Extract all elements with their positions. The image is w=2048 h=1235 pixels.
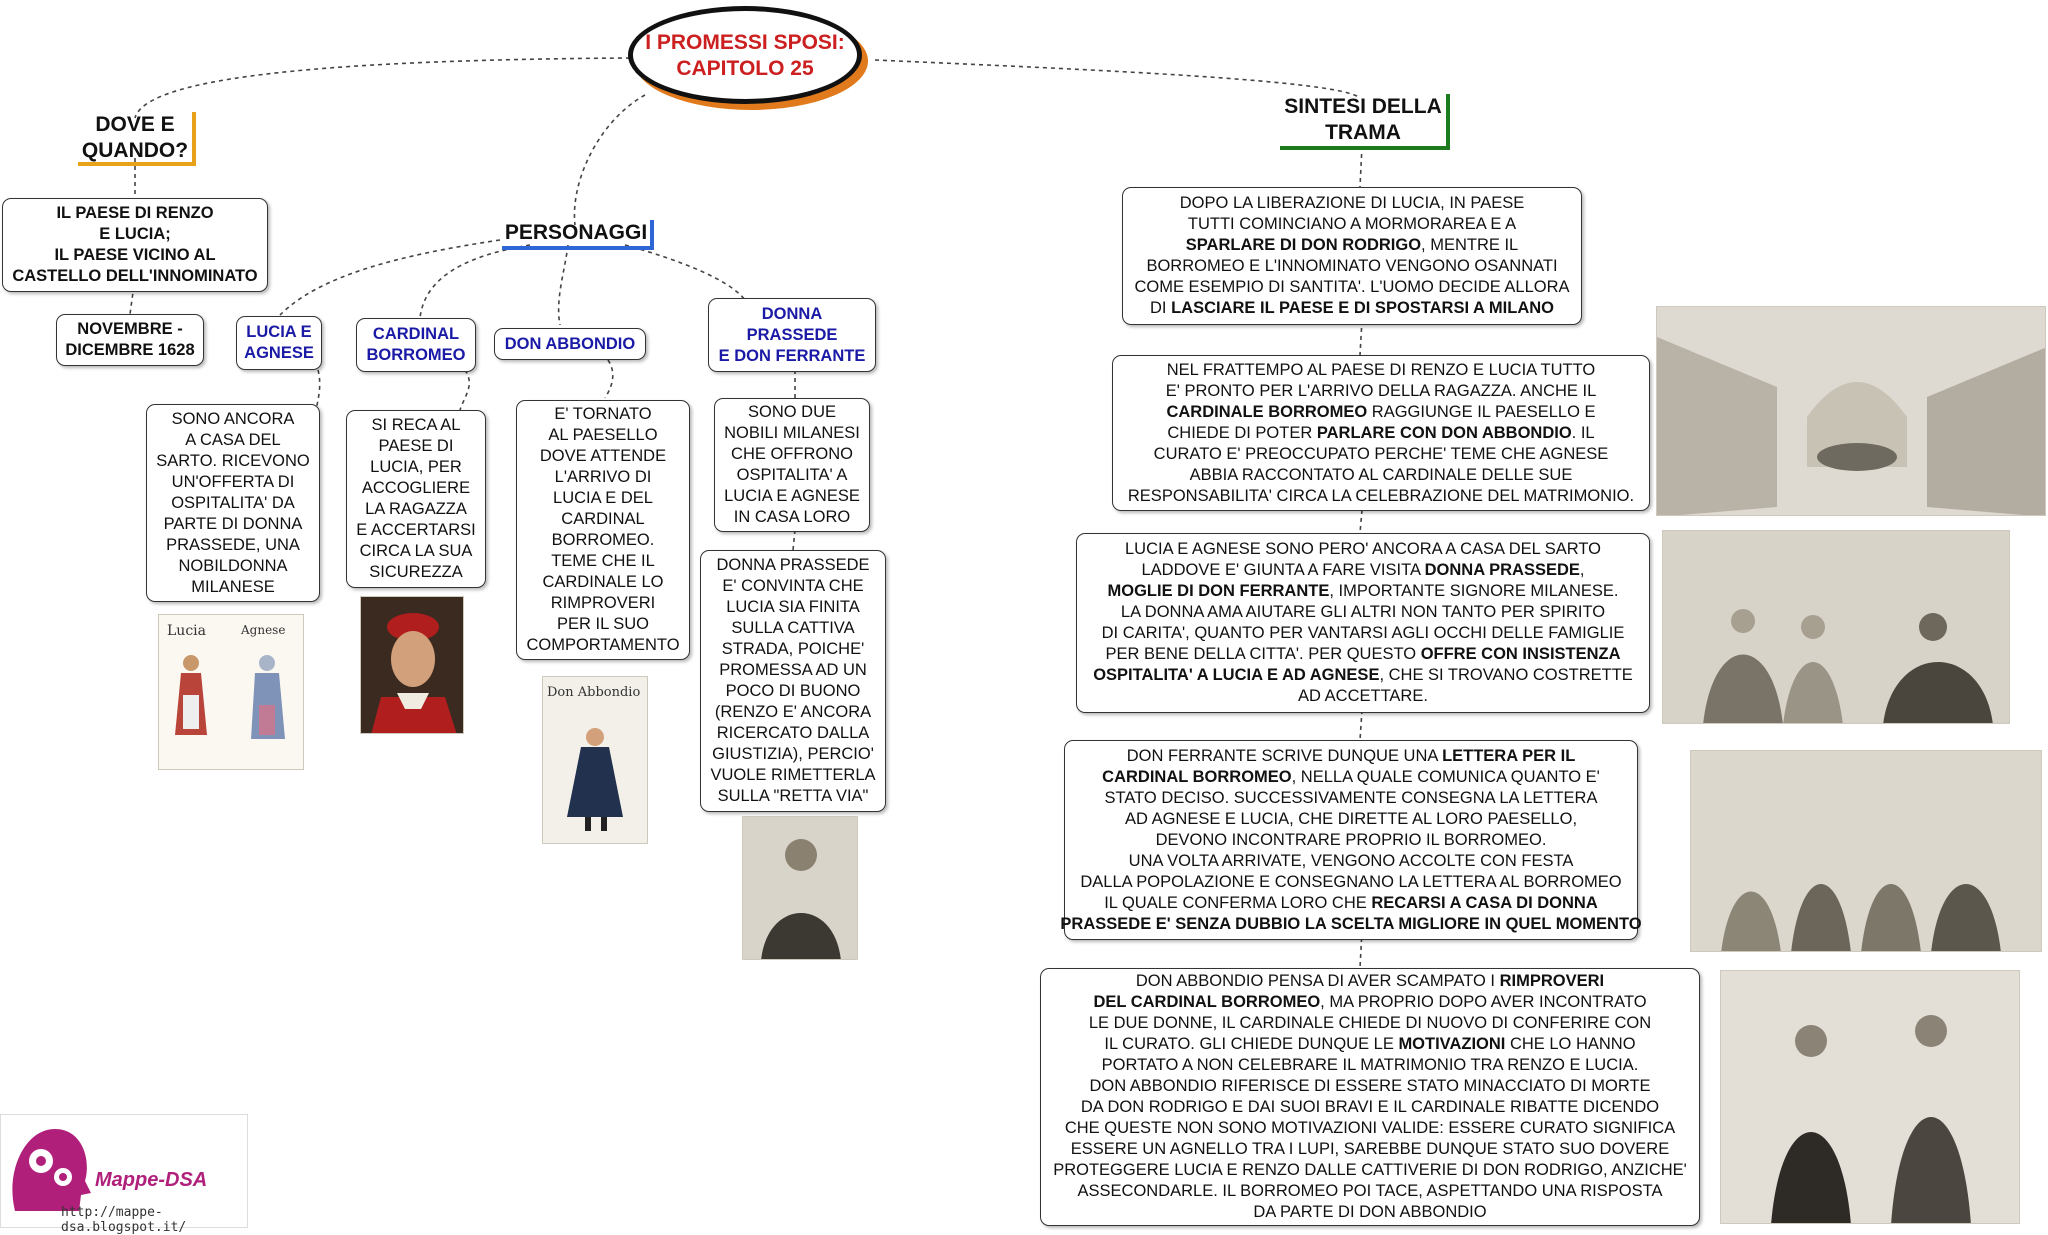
desc-line: ACCOGLIERE (361, 479, 471, 497)
trama-line (1093, 665, 1633, 686)
trama-line (1128, 486, 1634, 507)
desc-line: MILANESE (191, 577, 275, 596)
trama-bold-text: RIMPROVERI (1499, 972, 1605, 990)
trama-line (1081, 1097, 1659, 1118)
trama-bold-text: SPARLARE DI DON RODRIGO (1185, 236, 1422, 254)
prassede-desc-box-1 (714, 398, 870, 532)
donna-prassede-figure (743, 817, 858, 960)
character-name-line: CARDINAL (372, 325, 460, 343)
trama-line (1136, 971, 1604, 992)
lucia-caption: Lucia (167, 623, 206, 639)
festa-engraving (1690, 750, 2042, 952)
desc-line: DONNA PRASSEDE (716, 556, 870, 574)
trama-text: UNA VOLTA ARRIVATE, VENGONO ACCOLTE CON FESTA (1128, 851, 1574, 870)
trama-bold-text: CARDINAL BORROMEO (1102, 767, 1292, 786)
trama-line (1150, 298, 1554, 319)
logo-url[interactable]: http://mappe-dsa.blogspot.it/ (61, 1205, 187, 1235)
trama-line (1298, 686, 1428, 707)
trama-line (1190, 465, 1573, 486)
trama-box (1122, 187, 1582, 325)
desc-line: DOVE ATTENDE (539, 447, 667, 465)
branch-dove-quando (78, 112, 196, 166)
desc-line: E ACCERTARSI (356, 521, 476, 539)
trama-line (1102, 1055, 1639, 1076)
trama-line (1125, 809, 1577, 830)
trama-text: COME ESEMPIO DI SANTITA'. L'UOMO DECIDE ALLORA (1134, 278, 1570, 296)
mappe-dsa-logo[interactable] (0, 1114, 248, 1235)
trama-line (1253, 1202, 1486, 1223)
desc-line: IN CASA LORO (733, 508, 851, 526)
luogo-line: IL PAESE VICINO AL (54, 246, 216, 264)
trama-line (1129, 851, 1574, 872)
trama-box (1060, 740, 1642, 940)
central-title-line2: CAPITOLO 25 (676, 57, 814, 80)
trama-text: DEVONO INCONTRARE PROPRIO IL BORROMEO. (1155, 830, 1547, 849)
trama-text: ABBIA RACCONTATO AL CARDINALE DELLE SUE (1189, 465, 1573, 484)
trama-line (1105, 788, 1598, 809)
branch-dove-line2: QUANDO? (81, 139, 189, 162)
trama-bold-text: OFFRE CON INSISTENZA (1420, 645, 1621, 663)
trama-text: STATO DECISO. SUCCESSIVAMENTE CONSEGNA LA LETTERA (1104, 788, 1598, 807)
trama-line (1108, 581, 1619, 602)
trama-text: DA PARTE DI DON ABBONDIO (1253, 1203, 1487, 1221)
trama-text: PROTEGGERE LUCIA E RENZO DALLE CATTIVERIE DI DON RODRIGO, ANZICHE' (1053, 1161, 1687, 1179)
character-name-line: DON ABBONDIO (504, 334, 636, 353)
desc-line: COMPORTAMENTO (526, 636, 680, 654)
desc-line: STRADA, POICHE' (721, 640, 865, 658)
desc-line: CIRCA LA SUA (359, 542, 473, 560)
trama-line (1186, 235, 1518, 256)
trama-box (1076, 533, 1650, 713)
branch-sintesi-line1: SINTESI DELLA (1284, 95, 1442, 118)
tempo-line: DICEMBRE 1628 (65, 341, 195, 359)
desc-line: CHE OFFRONO (731, 445, 853, 463)
character-name-line: PRASSEDE (746, 325, 838, 344)
don-abbondio-illustration (542, 676, 648, 844)
trama-text: DA DON RODRIGO E DAI SUOI BRAVI E IL CARDINALE RIBATTE DICENDO (1080, 1098, 1660, 1116)
character-name-line: DONNA (761, 304, 823, 323)
trama-line (1104, 1034, 1635, 1055)
trama-line (1065, 1118, 1675, 1139)
trama-text: DI (1150, 299, 1172, 317)
trama-text: DI CARITA', QUANTO PER VANTARSI AGLI OCCHI DELLE FAMIGLIE (1101, 624, 1625, 642)
lucia-agnese-figures (159, 615, 304, 770)
lucia-agnese-illustration (158, 614, 304, 770)
desc-line: NOBILI MILANESI (724, 424, 860, 442)
logo-name: Mappe-DSA (95, 1169, 208, 1191)
desc-line: SULLA CATTIVA (731, 619, 855, 637)
abbondio-borromeo-engraving (1720, 970, 2020, 1224)
trama-text: PER BENE DELLA CITTA'. PER QUESTO (1105, 645, 1421, 663)
trama-line (1146, 256, 1557, 277)
trama-text: DON ABBONDIO RIFERISCE DI ESSERE STATO MINACCIATO DI MORTE (1089, 1077, 1651, 1095)
trama-text: , NELLA QUALE COMUNICA QUANTO E' (1291, 767, 1600, 786)
desc-line: OSPITALITA' DA (171, 493, 295, 512)
trama-line (1166, 402, 1595, 423)
desc-line: (RENZO E' ANCORA (714, 703, 872, 721)
prassede-visit-scene (1663, 531, 2010, 724)
tempo-box (56, 314, 204, 366)
central-topic (628, 6, 872, 112)
trama-line (1104, 893, 1598, 914)
trama-line (1188, 214, 1516, 235)
trama-text: LE DUE DONNE, IL CARDINALE CHIEDE DI NUOVO DI CONFERIRE CON (1088, 1014, 1652, 1032)
desc-line: SULLA "RETTA VIA" (717, 787, 869, 805)
luogo-box (2, 198, 268, 292)
trama-text: , (1579, 561, 1585, 579)
desc-line: BORROMEO. (551, 531, 655, 549)
trama-line (1154, 444, 1609, 465)
trama-bold-text: MOGLIE DI DON FERRANTE (1107, 582, 1330, 600)
trama-line (1127, 746, 1576, 767)
trama-text: DALLA POPOLAZIONE E CONSEGNANO LA LETTERA AL BORROMEO (1080, 872, 1622, 891)
trama-text: DON FERRANTE SCRIVE DUNQUE UNA (1126, 746, 1443, 765)
village-street-engraving (1656, 306, 2046, 516)
desc-line: SONO DUE (747, 403, 836, 421)
central-title-line1: I PROMESSI SPOSI: (645, 31, 845, 54)
trama-bold-text: RECARSI A CASA DI DONNA (1371, 893, 1598, 912)
desc-line: LUCIA SIA FINITA (726, 598, 860, 616)
desc-line: CARDINAL (561, 510, 645, 528)
character-lucia-agnese (236, 316, 322, 370)
trama-text: LA DONNA AMA AIUTARE GLI ALTRI NON TANTO PER SPIRITO (1120, 603, 1606, 621)
desc-line: PAESE DI (378, 437, 454, 455)
trama-text: ESSERE UN AGNELLO TRA I LUPI, SAREBBE DUNQUE STATO SUO DOVERE (1070, 1140, 1670, 1158)
trama-line (1093, 992, 1646, 1013)
abbondio-borromeo-scene (1721, 971, 2020, 1224)
trama-text: NEL FRATTEMPO AL PAESE DI RENZO E LUCIA TUTTO (1166, 360, 1596, 379)
village-street-scene (1657, 307, 2046, 516)
abbondio-desc-box (516, 400, 690, 660)
desc-line: LUCIA E AGNESE (724, 487, 860, 505)
trama-text: , IMPORTANTE SIGNORE MILANESE. (1329, 582, 1619, 600)
trama-line (1102, 623, 1625, 644)
branch-sintesi (1280, 94, 1450, 150)
desc-line: UN'OFFERTA DI (171, 472, 295, 491)
don-abbondio-figure (543, 677, 648, 844)
desc-line: CARDINALE LO (542, 573, 664, 591)
trama-text: DOPO LA LIBERAZIONE DI LUCIA, IN PAESE (1179, 194, 1525, 212)
desc-line: PER IL SUO (557, 615, 649, 633)
trama-text: , MA PROPRIO DOPO AVER INCONTRATO (1320, 993, 1647, 1011)
don-abbondio-caption: Don Abbondio (547, 685, 641, 700)
character-cardinal-borromeo (356, 318, 476, 372)
trama-line (1102, 767, 1600, 788)
donna-prassede-engraving (742, 816, 858, 960)
trama-line (1121, 602, 1605, 623)
trama-text: TUTTI COMINCIANO A MORMORAREA E A (1187, 215, 1517, 233)
trama-bold-text: PRASSEDE E' SENZA DUBBIO LA SCELTA MIGLIORE IN QUEL MOMENTO (1060, 914, 1642, 933)
desc-line: GIUSTIZIA), PERCIO' (712, 745, 874, 763)
character-name-line: E DON FERRANTE (718, 346, 866, 365)
trama-line (1060, 914, 1641, 935)
desc-line: POCO DI BUONO (725, 682, 861, 700)
desc-line: LUCIA E DEL (553, 489, 653, 507)
cardinal-figure (361, 597, 464, 734)
trama-line (1142, 560, 1585, 581)
trama-text: CHE QUESTE NON SONO MOTIVAZIONI VALIDE: ESSERE CURATO SIGNIFICA (1064, 1119, 1676, 1137)
trama-text: IL QUALE CONFERMA LORO CHE (1104, 893, 1372, 912)
central-title (628, 30, 862, 82)
trama-text: DON ABBONDIO PENSA DI AVER SCAMPATO I (1135, 972, 1500, 990)
desc-line: PRASSEDE, UNA (166, 535, 300, 554)
trama-text: , MENTRE IL (1421, 236, 1519, 254)
desc-line: SICUREZZA (369, 563, 463, 581)
trama-line (1053, 1160, 1687, 1181)
trama-box (1112, 355, 1650, 511)
trama-text: IL CURATO. GLI CHIEDE DUNQUE LE (1104, 1035, 1399, 1053)
trama-box (1040, 968, 1700, 1226)
trama-text: CURATO E' PREOCCUPATO PERCHE' TEME CHE AGNESE (1153, 444, 1609, 463)
character-name-line: BORROMEO (366, 346, 466, 364)
desc-line: VUOLE RIMETTERLA (710, 766, 876, 784)
character-name-line: LUCIA E (246, 323, 312, 341)
trama-text: CHE LO HANNO (1505, 1035, 1636, 1053)
lucia-desc-box (146, 404, 320, 602)
branch-personaggi (502, 220, 654, 250)
trama-text: LADDOVE E' GIUNTA A FARE VISITA (1141, 561, 1425, 579)
desc-line: LUCIA, PER (370, 458, 462, 476)
trama-text: CHIEDE DI POTER (1167, 423, 1317, 442)
trama-line (1078, 1181, 1663, 1202)
luogo-line: E LUCIA; (99, 225, 171, 243)
festa-scene (1691, 751, 2042, 952)
trama-text: RESPONSABILITA' CIRCA LA CELEBRAZIONE DEL MATRIMONIO. (1127, 486, 1635, 505)
trama-bold-text: PARLARE CON DON ABBONDIO (1316, 423, 1572, 442)
desc-line: NOBILDONNA (178, 556, 288, 575)
trama-text: ASSECONDARLE. IL BORROMEO POI TACE, ASPETTANDO UNA RISPOSTA (1077, 1182, 1663, 1200)
trama-text: RAGGIUNGE IL PAESELLO E (1367, 402, 1596, 421)
trama-line (1167, 360, 1595, 381)
luogo-line: CASTELLO DELL'INNOMINATO (12, 267, 258, 285)
branch-dove-line1: DOVE E (95, 113, 175, 136)
character-name-line: AGNESE (244, 344, 314, 362)
trama-line (1105, 644, 1620, 665)
cardinale-desc-box (346, 410, 486, 588)
trama-line (1180, 193, 1524, 214)
desc-line: AL PAESELLO (548, 426, 658, 444)
desc-line: LA RAGAZZA (365, 500, 467, 518)
prassede-visit-engraving (1662, 530, 2010, 724)
trama-text: . IL (1571, 423, 1595, 442)
trama-line (1089, 1076, 1650, 1097)
trama-line (1166, 381, 1597, 402)
agnese-caption: Agnese (241, 623, 286, 637)
trama-line (1125, 539, 1601, 560)
trama-line (1167, 423, 1594, 444)
desc-line: TEME CHE IL (551, 552, 655, 570)
desc-line: SONO ANCORA (171, 409, 295, 428)
trama-bold-text: LASCIARE IL PAESE E DI SPOSTARSI A MILANO (1171, 299, 1554, 317)
trama-bold-text: DEL CARDINAL BORROMEO (1093, 993, 1321, 1011)
prassede-desc-box-2 (700, 550, 886, 812)
desc-line: RICERCATO DALLA (716, 724, 870, 742)
trama-bold-text: CARDINALE BORROMEO (1166, 402, 1368, 421)
desc-line: SARTO. RICEVONO (156, 451, 310, 470)
cardinal-portrait (360, 596, 464, 734)
desc-line: RIMPROVERI (550, 594, 656, 612)
desc-line: PARTE DI DONNA (163, 514, 303, 533)
trama-text: LUCIA E AGNESE SONO PERO' ANCORA A CASA DEL SARTO (1124, 540, 1602, 558)
desc-line: E' TORNATO (554, 405, 652, 423)
trama-text: AD AGNESE E LUCIA, CHE DIRETTE AL LORO PAESELLO, (1124, 809, 1578, 828)
desc-line: L'ARRIVO DI (554, 468, 652, 486)
desc-line: PROMESSA AD UN (719, 661, 867, 679)
desc-line: E' CONVINTA CHE (722, 577, 864, 595)
trama-bold-text: OSPITALITA' A LUCIA E AD AGNESE (1093, 666, 1380, 684)
branch-sintesi-line2: TRAMA (1325, 121, 1401, 144)
desc-line: A CASA DEL (185, 430, 281, 449)
trama-text: E' PRONTO PER L'ARRIVO DELLA RAGAZZA. ANCHE IL (1165, 381, 1597, 400)
branch-personaggi-label: PERSONAGGI (504, 221, 648, 244)
trama-text: PORTATO A NON CELEBRARE IL MATRIMONIO TRA RENZO E LUCIA. (1101, 1056, 1639, 1074)
trama-bold-text: MOTIVAZIONI (1398, 1035, 1506, 1053)
trama-text: BORROMEO E L'INNOMINATO VENGONO OSANNATI (1146, 257, 1558, 275)
trama-line (1071, 1139, 1669, 1160)
trama-text: , CHE SI TROVANO COSTRETTE (1379, 666, 1633, 684)
trama-line (1089, 1013, 1651, 1034)
trama-bold-text: LETTERA PER IL (1442, 746, 1576, 765)
trama-text: AD ACCETTARE. (1298, 687, 1428, 705)
desc-line: OSPITALITA' A (736, 466, 848, 484)
luogo-line: IL PAESE DI RENZO (56, 204, 214, 222)
tempo-line: NOVEMBRE - (77, 320, 183, 338)
trama-line (1156, 830, 1547, 851)
trama-line (1134, 277, 1569, 298)
trama-line (1080, 872, 1621, 893)
trama-bold-text: DONNA PRASSEDE (1424, 561, 1580, 579)
character-don-abbondio (494, 328, 646, 360)
desc-line: SI RECA AL (371, 416, 461, 434)
character-donna-prassede (708, 298, 876, 372)
